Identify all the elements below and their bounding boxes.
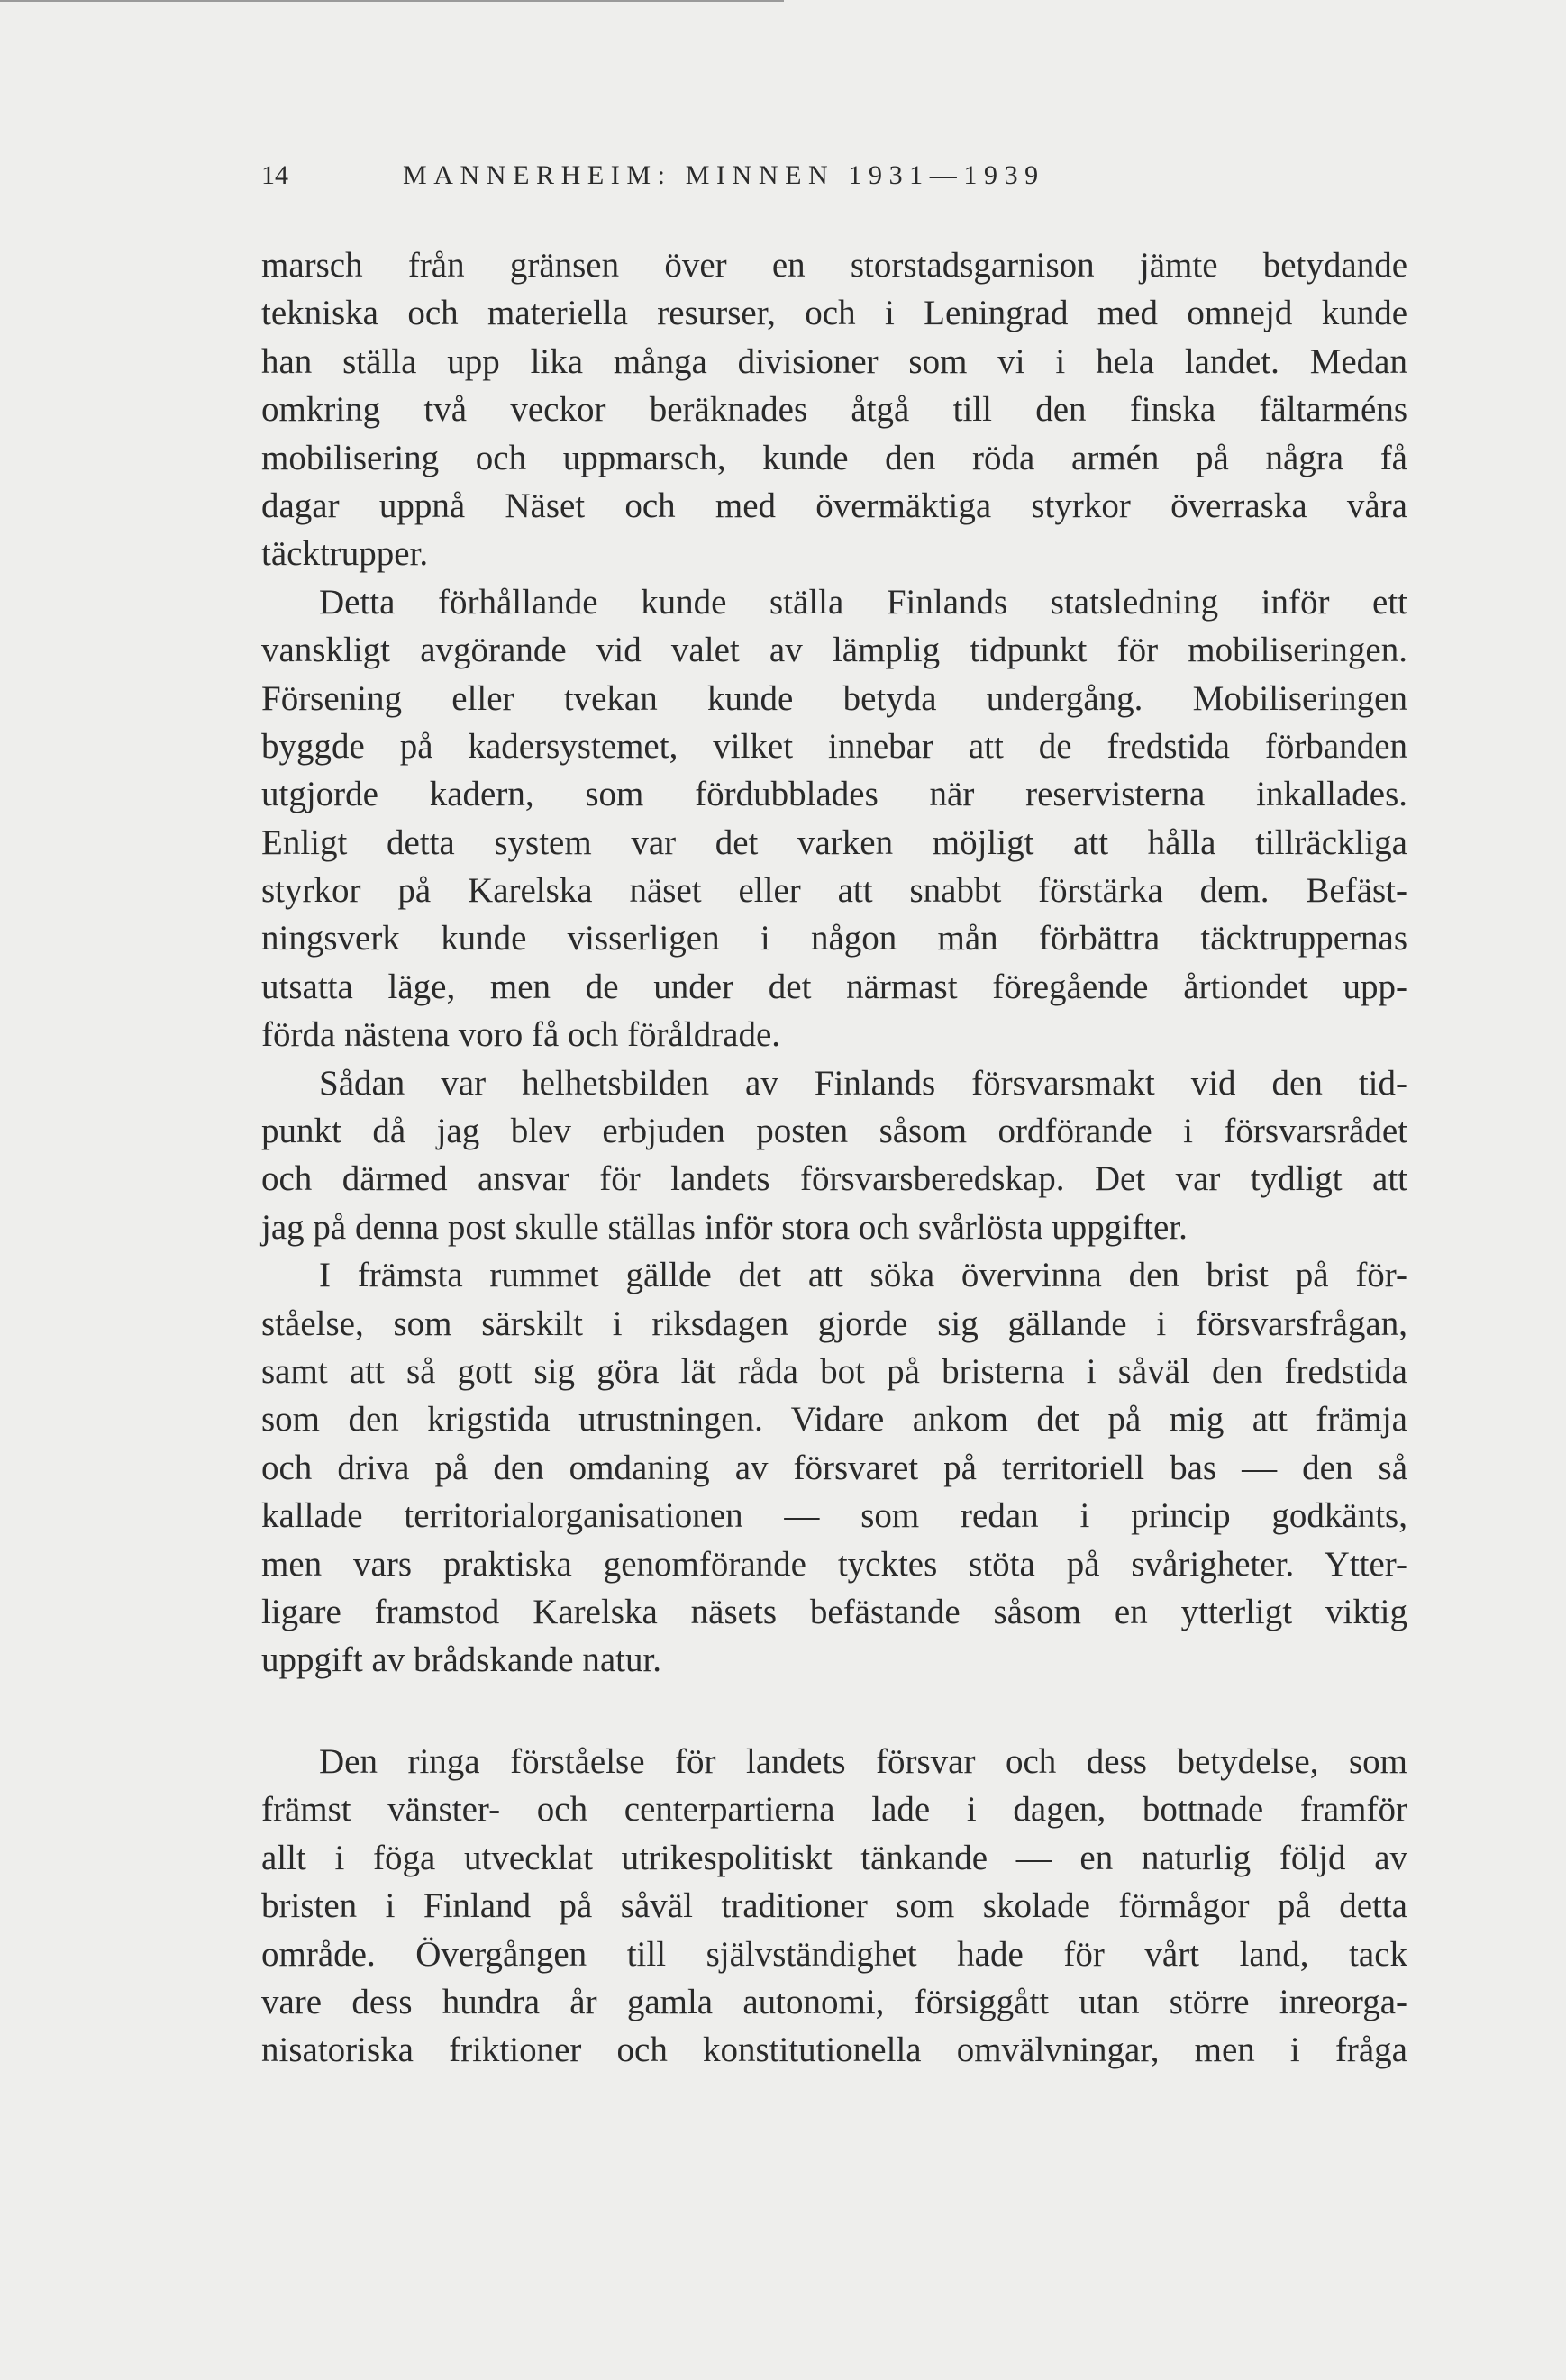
text-line: Detta förhållande kunde ställa Finlands statsledning inför ett [319, 582, 1407, 622]
text-line: Sådan var helhetsbilden av Finlands försvarsmakt vid den tid- [319, 1063, 1407, 1103]
text-section-2 [261, 1738, 1407, 2075]
paragraph [261, 578, 1407, 1059]
text-line: främst vänster- och centerpartierna lade i dagen, bottnade framför [261, 1790, 1407, 1830]
text-line: Enligt detta system var det varken möjligt att hålla tillräckliga [261, 822, 1407, 862]
text-line: område. Övergången till självständighet hade för vårt land, tack [261, 1934, 1407, 1974]
text-line: uppgift av brådskande natur. [261, 1640, 662, 1680]
text-line: vare dess hundra år gamla autonomi, försiggått utan större inreorga- [261, 1982, 1407, 2021]
text-line: nisatoriska friktioner och konstitutionella omvälvningar, men i fråga [261, 2030, 1407, 2070]
text-line: punkt då jag blev erbjuden posten såsom ordförande i försvarsrådet [261, 1112, 1407, 1151]
text-line: marsch från gränsen över en storstadsgarnison jämte betydande [261, 246, 1407, 285]
text-line: men vars praktiska genomförande tycktes stöta på svårigheter. Ytter- [261, 1544, 1407, 1584]
text-line: Den ringa förståelse för landets försvar och dess betydelse, som [319, 1742, 1407, 1781]
text-line: Försening eller tvekan kunde betyda undergång. Mobiliseringen [261, 678, 1407, 718]
paragraph [261, 1251, 1407, 1685]
text-line: bristen i Finland på såväl traditioner som skolade förmågor på detta [261, 1886, 1407, 1926]
text-line: allt i föga utvecklat utrikespolitiskt tänkande — en naturlig följd av [261, 1838, 1407, 1877]
text-line: täcktrupper. [261, 534, 429, 574]
text-section-1 [261, 241, 1407, 1685]
running-header [261, 160, 1415, 205]
text-line: samt att så gott sig göra lät råda bot på bristerna i såväl den fredstida [261, 1351, 1407, 1391]
paragraph [261, 1738, 1407, 2075]
text-line: och driva på den omdaning av försvaret på territoriell bas — den så [261, 1448, 1407, 1487]
text-line: han ställa upp lika många divisioner som vi i hela landet. Medan [261, 341, 1407, 381]
text-line: förda nästena voro få och föråldrade. [261, 1015, 781, 1055]
text-line: omkring två veckor beräknades åtgå till den finska fältarméns [261, 390, 1407, 430]
text-line: kallade territorialorganisationen — som redan i princip godkänts, [261, 1496, 1407, 1536]
text-line: styrkor på Karelska näset eller att snabbt förstärka dem. Befäst- [261, 871, 1407, 911]
text-line: I främsta rummet gällde det att söka övervinna den brist på för- [319, 1256, 1407, 1295]
scan-edge-line [0, 0, 784, 2]
paragraph [261, 241, 1407, 578]
page-number: 14 [261, 160, 288, 190]
text-line: byggde på kadersystemet, vilket innebar att de fredstida förbanden [261, 726, 1407, 766]
text-line: tekniska och materiella resurser, och i Leningrad med omnejd kunde [261, 294, 1407, 333]
text-line: vanskligt avgörande vid valet av lämplig tidpunkt för mobiliseringen. [261, 631, 1407, 670]
text-line: utsatta läge, men de under det närmast föregående årtiondet upp- [261, 967, 1407, 1006]
text-line: som den krigstida utrustningen. Vidare ankom det på mig att främja [261, 1400, 1407, 1440]
text-line: jag på denna post skulle ställas inför stora och svårlösta uppgifter. [261, 1207, 1188, 1247]
text-line: och därmed ansvar för landets försvarsberedskap. Det var tydligt att [261, 1159, 1407, 1199]
running-title: MANNERHEIM: MINNEN 1931—1939 [403, 160, 1045, 190]
text-line: dagar uppnå Näset och med övermäktiga styrkor överraska våra [261, 486, 1407, 525]
paragraph [261, 1059, 1407, 1252]
text-line: utgjorde kadern, som fördubblades när reservisterna inkallades. [261, 775, 1407, 814]
text-line: ningsverk kunde visserligen i någon mån förbättra täcktruppernas [261, 919, 1407, 958]
text-line: ståelse, som särskilt i riksdagen gjorde sig gällande i försvarsfrågan, [261, 1304, 1407, 1343]
text-line: ligare framstod Karelska näsets befästande såsom en ytterligt viktig [261, 1592, 1407, 1631]
text-line: mobilisering och uppmarsch, kunde den röda armén på några få [261, 438, 1407, 477]
